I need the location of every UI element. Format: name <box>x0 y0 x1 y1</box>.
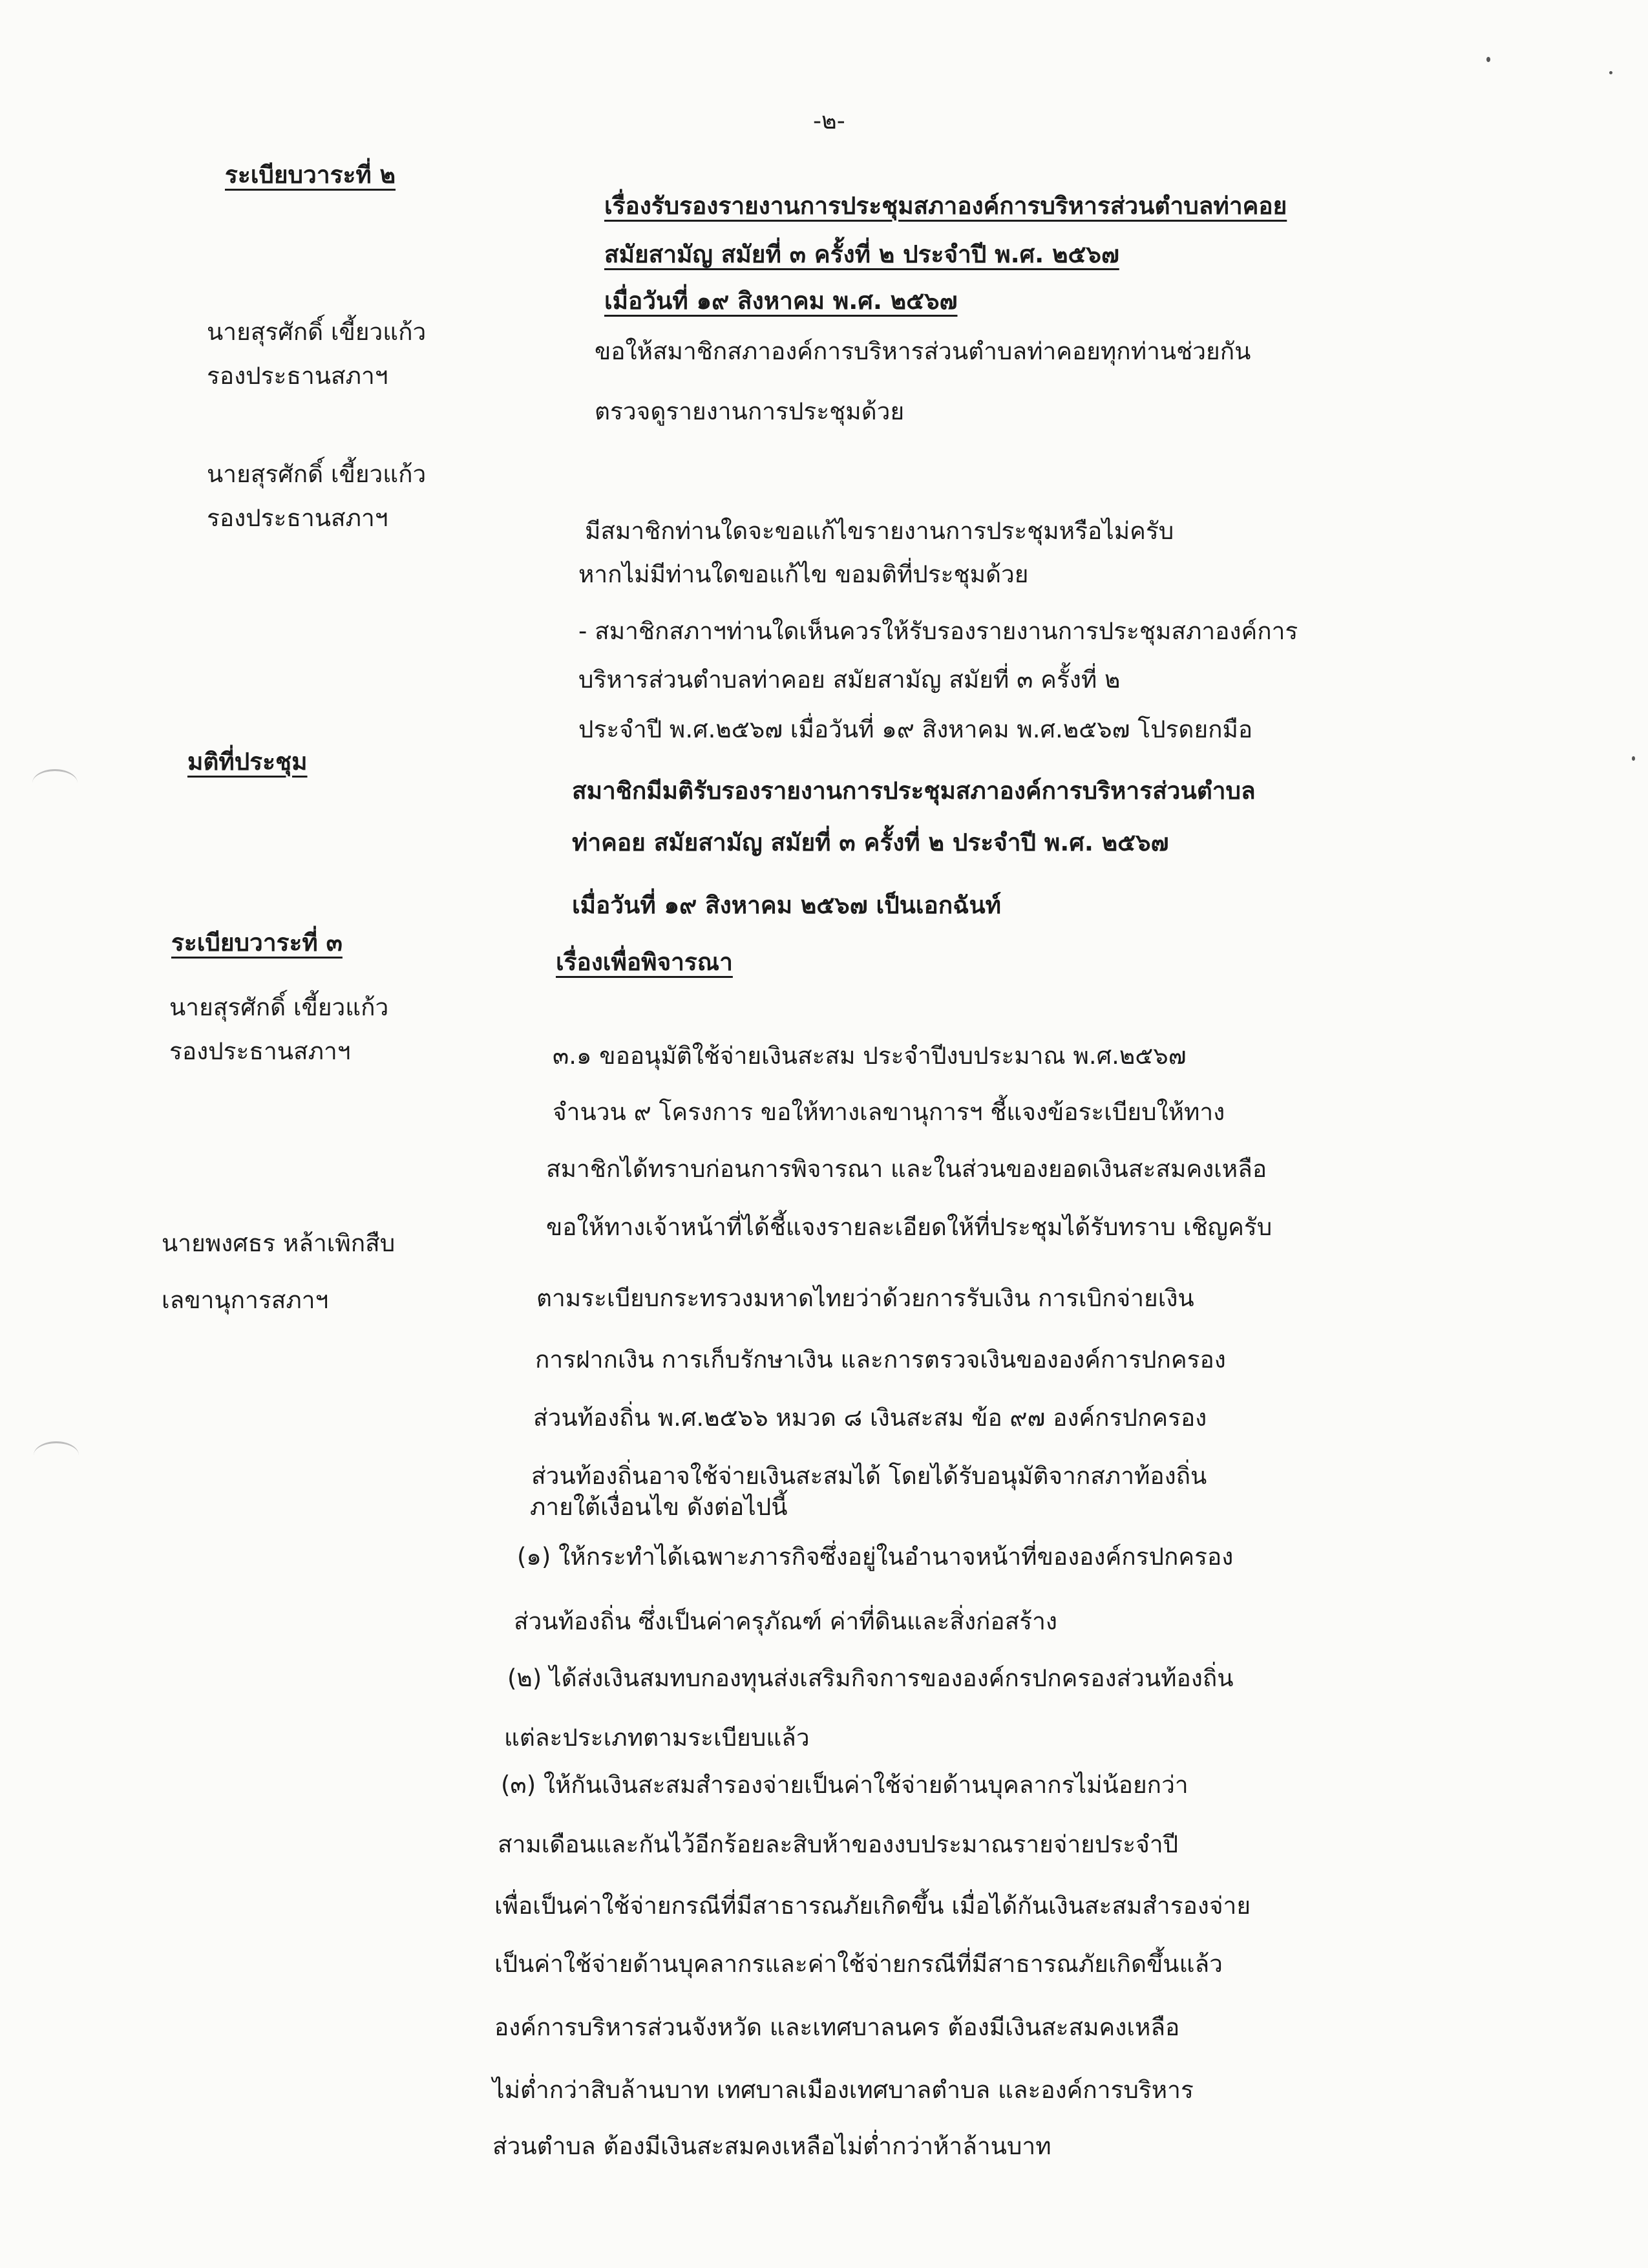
resolution-label: มติที่ประชุม <box>187 748 308 776</box>
resolution-line: สมาชิกมีมติรับรองรายงานการประชุมสภาองค์การบริหารส่วนตำบล <box>572 777 1256 805</box>
speaker-name: นายพงศธร หล้าเพิกสืบ <box>162 1229 396 1257</box>
speech-line: องค์การบริหารส่วนจังหวัด และเทศบาลนคร ต้องมีเงินสะสมคงเหลือ <box>494 2013 1180 2041</box>
speaker-name: นายสุรศักดิ์ เขี้ยวแก้ว <box>207 460 427 488</box>
speech-line: ตรวจดูรายงานการประชุมด้วย <box>595 397 905 425</box>
agenda-2-label: ระเบียบวาระที่ ๒ <box>225 161 396 189</box>
speaker-name: นายสุรศักดิ์ เขี้ยวแก้ว <box>169 993 389 1021</box>
speech-line: ขอให้ทางเจ้าหน้าที่ได้ชี้แจงรายละเอียดให้ที่ประชุมได้รับทราบ เชิญครับ <box>546 1213 1273 1241</box>
speech-line: ๓.๑ ขออนุมัติใช้จ่ายเงินสะสม ประจำปีงบประมาณ พ.ศ.๒๕๖๗ <box>553 1042 1187 1070</box>
speech-line: ภายใต้เงื่อนไข ดังต่อไปนี้ <box>530 1493 788 1521</box>
scan-speck <box>1632 756 1635 761</box>
speaker-role: รองประธานสภาฯ <box>207 504 388 532</box>
agenda-2-title-line: เมื่อวันที่ ๑๙ สิงหาคม พ.ศ. ๒๕๖๗ <box>604 287 958 315</box>
agenda-2-title-line: สมัยสามัญ สมัยที่ ๓ ครั้งที่ ๒ ประจำปี พ.ศ. ๒๕๖๗ <box>604 240 1119 268</box>
speech-line: (๓) ให้กันเงินสะสมสำรองจ่ายเป็นค่าใช้จ่ายด้านบุคลากรไม่น้อยกว่า <box>501 1771 1188 1799</box>
speech-line: ส่วนตำบล ต้องมีเงินสะสมคงเหลือไม่ต่ำกว่าห้าล้านบาท <box>492 2132 1051 2160</box>
speech-line: ประจำปี พ.ศ.๒๕๖๗ เมื่อวันที่ ๑๙ สิงหาคม พ.ศ.๒๕๖๗ โปรดยกมือ <box>578 715 1253 743</box>
scan-speck <box>1609 71 1612 74</box>
speech-line: จำนวน ๙ โครงการ ขอให้ทางเลขานุการฯ ชี้แจงข้อระเบียบให้ทาง <box>553 1098 1225 1126</box>
agenda-3-label: ระเบียบวาระที่ ๓ <box>171 929 343 957</box>
speech-line: ไม่ต่ำกว่าสิบล้านบาท เทศบาลเมืองเทศบาลตำบล และองค์การบริหาร <box>492 2076 1194 2104</box>
page-number: -๒- <box>813 108 845 134</box>
speech-line: ตามระเบียบกระทรวงมหาดไทยว่าด้วยการรับเงิน การเบิกจ่ายเงิน <box>536 1284 1194 1312</box>
resolution-line: ท่าคอย สมัยสามัญ สมัยที่ ๓ ครั้งที่ ๒ ประจำปี พ.ศ. ๒๕๖๗ <box>572 829 1169 856</box>
speech-line: ส่วนท้องถิ่นอาจใช้จ่ายเงินสะสมได้ โดยได้รับอนุมัติจากสภาท้องถิ่น <box>531 1462 1207 1490</box>
speech-line: ขอให้สมาชิกสภาองค์การบริหารส่วนตำบลท่าคอยทุกท่านช่วยกัน <box>595 337 1251 365</box>
speech-line: สามเดือนและกันไว้อีกร้อยละสิบห้าของงบประมาณรายจ่ายประจำปี <box>498 1830 1179 1858</box>
speech-line: ส่วนท้องถิ่น พ.ศ.๒๕๖๖ หมวด ๘ เงินสะสม ข้อ ๙๗ องค์กรปกครอง <box>533 1404 1207 1432</box>
agenda-3-title: เรื่องเพื่อพิจารณา <box>556 948 733 976</box>
speech-line: (๒) ได้ส่งเงินสมทบกองทุนส่งเสริมกิจการขององค์กรปกครองส่วนท้องถิ่น <box>507 1664 1234 1692</box>
speech-line: หากไม่มีท่านใดขอแก้ไข ขอมติที่ประชุมด้วย <box>578 560 1029 588</box>
speech-line: แต่ละประเภทตามระเบียบแล้ว <box>504 1724 810 1752</box>
speech-line: สมาชิกได้ทราบก่อนการพิจารณา และในส่วนของยอดเงินสะสมคงเหลือ <box>546 1155 1267 1183</box>
speech-line: ส่วนท้องถิ่น ซึ่งเป็นค่าครุภัณฑ์ ค่าที่ดินและสิ่งก่อสร้าง <box>514 1607 1057 1635</box>
speech-line: (๑) ให้กระทำได้เฉพาะภารกิจซึ่งอยู่ในอำนาจหน้าที่ขององค์กรปกครอง <box>517 1543 1234 1571</box>
resolution-line: เมื่อวันที่ ๑๙ สิงหาคม ๒๕๖๗ เป็นเอกฉันท์ <box>572 891 1002 919</box>
speech-line: - สมาชิกสภาฯท่านใดเห็นควรให้รับรองรายงานการประชุมสภาองค์การ <box>578 617 1298 645</box>
speaker-name: นายสุรศักดิ์ เขี้ยวแก้ว <box>207 318 427 346</box>
speaker-role: เลขานุการสภาฯ <box>162 1286 329 1314</box>
punch-hole-mark <box>34 1441 79 1469</box>
speech-line: มีสมาชิกท่านใดจะขอแก้ไขรายงานการประชุมหรือไม่ครับ <box>585 517 1174 545</box>
speaker-role: รองประธานสภาฯ <box>169 1037 351 1065</box>
speech-line: เพื่อเป็นค่าใช้จ่ายกรณีที่มีสาธารณภัยเกิดขึ้น เมื่อได้กันเงินสะสมสำรองจ่าย <box>494 1892 1251 1920</box>
speaker-role: รองประธานสภาฯ <box>207 362 388 390</box>
scan-speck <box>1486 57 1490 62</box>
speech-line: เป็นค่าใช้จ่ายด้านบุคลากรและค่าใช้จ่ายกรณีที่มีสาธารณภัยเกิดขึ้นแล้ว <box>494 1950 1223 1978</box>
agenda-2-title-line: เรื่องรับรองรายงานการประชุมสภาองค์การบริหารส่วนตำบลท่าคอย <box>604 192 1287 220</box>
speech-line: บริหารส่วนตำบลท่าคอย สมัยสามัญ สมัยที่ ๓ ครั้งที่ ๒ <box>578 666 1121 694</box>
punch-hole-mark <box>32 769 78 797</box>
speech-line: การฝากเงิน การเก็บรักษาเงิน และการตรวจเงินขององค์การปกครอง <box>535 1346 1226 1373</box>
